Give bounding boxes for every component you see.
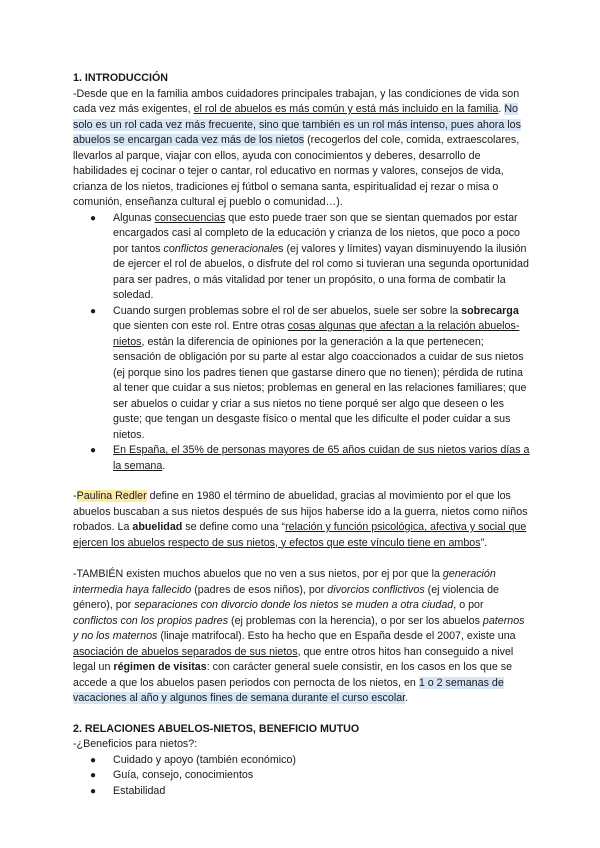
paragraph-text: -TAMBIÉN existen muchos abuelos que no ven a sus nietos, por ej por que la: [73, 568, 443, 580]
paragraph-text: , o por: [453, 599, 484, 611]
intro-text: -Desde que en la familia ambos cuidadores principales trabajan, y las condiciones de vida son cada vez más exigentes,: [73, 87, 520, 115]
list-text: Cuando surgen problemas sobre el rol de ser abuelos, suele ser sobre la: [113, 304, 462, 317]
list-text: Algunas: [113, 211, 155, 224]
sobrecarga-bold: sobrecarga: [461, 304, 519, 317]
paragraph-text: .: [405, 692, 409, 704]
spacer: [73, 474, 530, 489]
cosas-underlined: cosas algunas que afectan a la relación abuelos-nietos: [113, 320, 520, 348]
spacer: [73, 707, 530, 722]
list-item-sobrecarga: [90, 304, 530, 444]
list-item-espana-statistic: [90, 443, 530, 474]
abuelidad-bold: abuelidad: [132, 521, 183, 533]
list-item-consecuencias: [90, 211, 530, 304]
intro-text: (recogerlos del cole, comida, extraescolares, llevarlos al parque, viajar con ellos, ayuda con conocimientos y deberes, desarrollo de habilidades ej cocinar o tejer o cantar, rol educativo en normas y valores, consejos de vida, crianza de los nietos, tradiciones ej fútbol o semana santa, espiritualidad ej rezar o misa o comunión, enseñanza cultural ej pueblo o comunidad…).: [73, 134, 520, 208]
italic-text: conflictos con los propios padres: [73, 614, 229, 627]
bullet-icon: ●: [90, 305, 97, 317]
list-item: [90, 768, 530, 784]
consecuencias-underlined: consecuencias: [154, 211, 226, 224]
section-heading-relaciones: 2. RELACIONES ABUELOS-NIETOS, BENEFICIO MUTUO: [73, 722, 360, 735]
paragraph-text: , que entre otros hitos han conseguido a nivel legal un: [73, 645, 514, 673]
consequences-list: [73, 211, 530, 475]
italic-text: generación intermedia haya fallecido: [73, 568, 496, 596]
italic-text: separaciones con divorcio donde los nietos se muden a otra ciudad: [134, 599, 454, 611]
intro-underlined-text: el rol de abuelos es más común y está más incluido en la familia: [193, 103, 499, 115]
paragraph-text: -: [73, 490, 77, 502]
italic-text: divorcios conflictivos: [327, 583, 425, 596]
bullet-icon: ●: [90, 445, 97, 456]
list-text: Guía, consejo, conocimientos: [113, 769, 254, 781]
intro-text: .: [498, 103, 505, 115]
beneficios-question: -¿Beneficios para nietos?:: [73, 738, 198, 750]
vacaciones-highlight: 1 o 2 semanas de vacaciones al año y algunos fines de semana durante el curso escolar: [73, 676, 504, 704]
paragraph-text: ”.: [480, 536, 488, 549]
list-text: que sienten con este rol. Entre otras: [113, 320, 288, 332]
conflictos-italic: conflictos generacionale: [163, 242, 279, 255]
bullet-icon: ●: [90, 754, 97, 766]
beneficios-list: [73, 753, 530, 800]
paragraph-text: : con carácter general suele consistir, en los casos en los que se accede a que los abuelos pasen periodos con pernocta de los nietos, en: [73, 661, 513, 689]
list-text: Estabilidad: [113, 784, 166, 797]
bullet-icon: ●: [90, 212, 97, 224]
paragraph-text: (ej problemas con la herencia), o por ser los abuelos: [228, 614, 483, 627]
tambien-paragraph: [73, 567, 530, 707]
paragraph-text: se define como una “: [182, 521, 286, 533]
statistic-underlined: En España, el 35% de personas mayores de 65 años cuidan de sus nietos varios días a la semana: [113, 444, 530, 472]
definition-underlined: relación y función psicológica, afectiva y social que ejercen los abuelos respecto de sus nietos, y efectos que este vínculo tiene en ambos: [73, 521, 527, 549]
paragraph-text: (linaje matrifocal). Esto ha hecho que en España desde el 2007, existe una: [157, 630, 516, 642]
list-text: .: [162, 459, 166, 472]
regimen-bold: régimen de visitas: [113, 661, 207, 673]
paragraph-text: define en 1980 el término de abuelidad, gracias al movimiento por el que los abuelos buscaban a sus nietos después de sus hijos haberse ido a la guerra, nietos como niños robados. La: [73, 490, 528, 533]
spacer: [73, 551, 530, 567]
italic-text: paternos y no los maternos: [73, 614, 525, 642]
list-item: [90, 753, 530, 769]
asociacion-underlined: asociación de abuelos separados de sus nietos: [73, 645, 298, 658]
list-text: que esto puede traer son que se sientan quemados por estar encargados casi al completo de la educación y crianza de los nietos, que poco a poco por tantos: [113, 211, 520, 255]
paulina-redler-highlight: Paulina Redler: [76, 490, 147, 502]
paragraph-text: (ej violencia de género), por: [73, 583, 499, 611]
list-text: s (ej valores y límites) vayan disminuyendo la ilusión de ejercer el rol de abuelos, o disfrute del rol como si tuvieran una segunda oportunidad para ser padres, o más vitalidad por tener un propósito, o una forma de combatir la soledad.: [113, 242, 529, 301]
intro-paragraph: [73, 87, 530, 211]
bullet-icon: ●: [90, 770, 97, 781]
list-text: , están la diferencia de opiniones por la generación a la que pertenecen; sensación de obligación por su parte al estar algo coaccionados a cuidar de sus nietos (ej porque sino los padres tienen que gastarse dinero que no tienen); pérdida de rutina al tener que cuidar a sus nietos; problemas en general en las relaciones familiares; que ser abuelos o cuidar y criar a sus nietos no tiene porqué ser algo que deseen o les guste; que tengan un desgaste físico o mental que les dificulte el poder cuidar a sus nietos.: [113, 335, 527, 441]
list-item: [90, 784, 530, 800]
section-heading-introduccion: 1. INTRODUCCIÓN: [73, 72, 169, 84]
redler-paragraph: [73, 489, 530, 551]
list-text: Cuidado y apoyo (también económico): [113, 753, 296, 766]
intro-highlighted-text: No solo es un rol cada vez más frecuente, sino que también es un rol más intenso, pues ahora los abuelos se encargan cada vez más de los nietos: [73, 103, 521, 146]
paragraph-text: (padres de esos niños), por: [191, 583, 328, 596]
bullet-icon: ●: [90, 785, 97, 797]
